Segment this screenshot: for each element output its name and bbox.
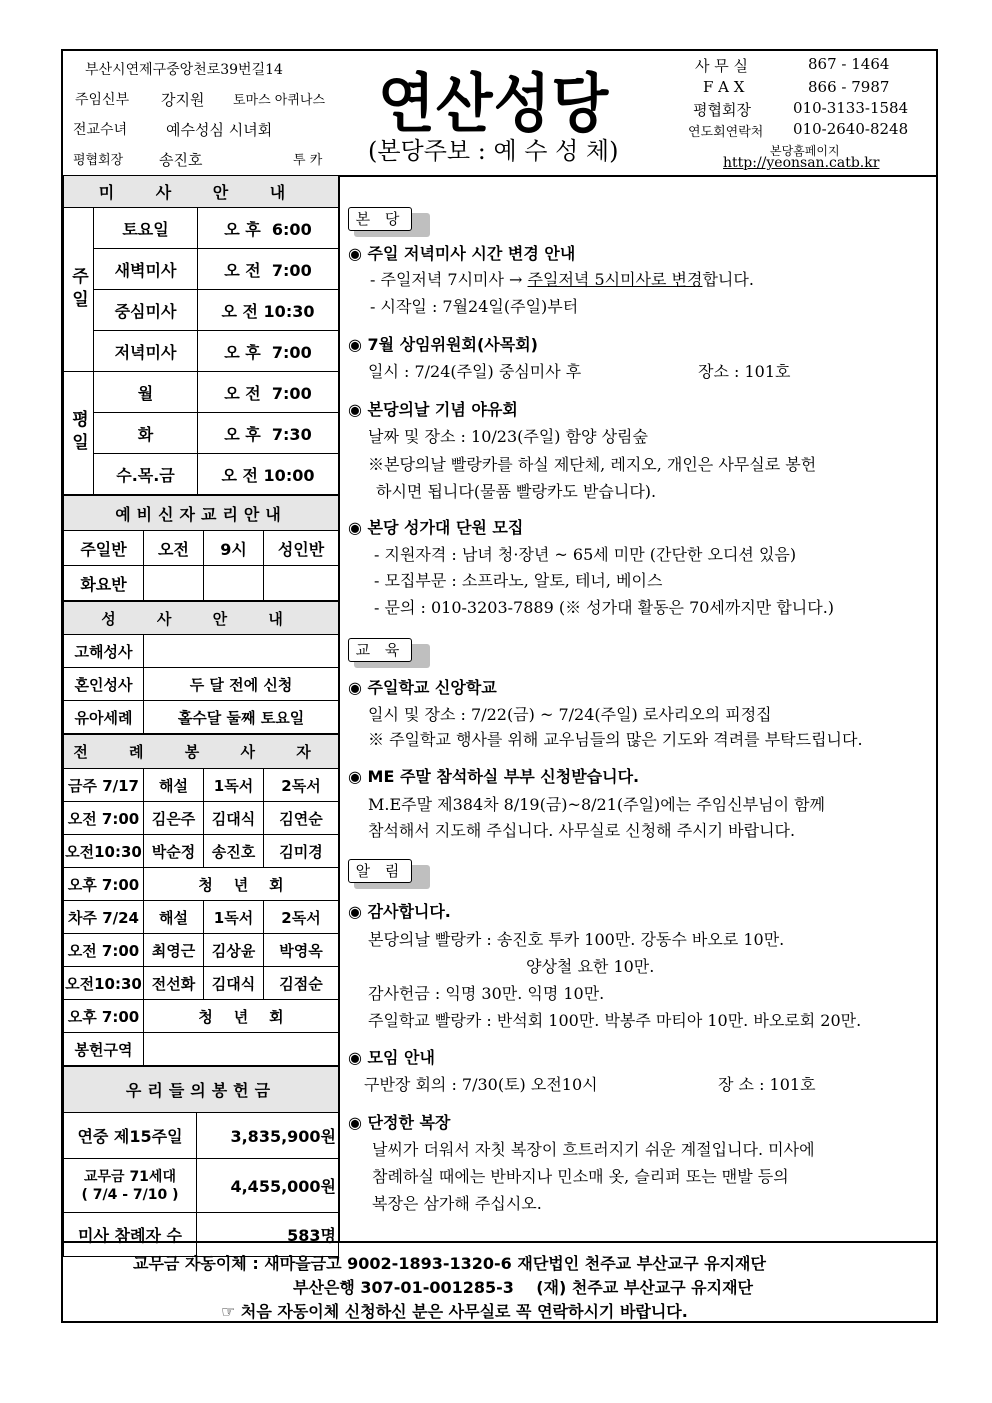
server-cell: 김대식 — [204, 967, 264, 1000]
server-cell — [144, 1033, 339, 1066]
notice-title: ◉ 단정한 복장 — [348, 1113, 451, 1132]
notice-line: 본당의날 빨랑카 : 송진호 투카 100만. 강동수 바오로 10만. — [368, 930, 785, 949]
contact-label-office: 사 무 실 — [695, 57, 749, 75]
catechism-cell — [144, 566, 204, 601]
offering-title: 우리들의봉헌금 — [64, 1067, 339, 1113]
notice-line: 날씨가 더워서 자칫 복장이 흐트러지기 쉬운 계절입니다. 미사에 — [372, 1140, 815, 1159]
server-cell: 청 년 회 — [144, 1000, 339, 1033]
notice-line: 감사헌금 : 익명 30만. 익명 10만. — [368, 984, 605, 1003]
offering-name-line1: 교무금 71세대 — [84, 1168, 176, 1185]
contact-label-funeral: 연도회연락처 — [688, 125, 764, 140]
notice-title: ◉ ME 주말 참석하실 부부 신청받습니다. — [348, 767, 640, 786]
news-column — [340, 175, 936, 1241]
server-cell: 전선화 — [144, 967, 204, 1000]
notice-line: 주일학교 빨랑카 : 반석회 100만. 박봉주 마티아 10만. 바오로회 20만. — [368, 1011, 862, 1030]
server-cell: 1독서 — [204, 769, 264, 802]
page-title: 연산성당 — [378, 68, 610, 142]
mass-name: 새벽미사 — [94, 249, 198, 290]
notice-line: 장 소 : 101호 — [718, 1075, 816, 1094]
notice-line: 하시면 됩니다(물품 빨랑카도 받습니다). — [376, 482, 657, 501]
notice-line: - 모집부문 : 소프라노, 알토, 테너, 베이스 — [374, 571, 663, 590]
catechism-cell — [264, 566, 339, 601]
notice-title: ◉ 감사합니다. — [348, 902, 451, 921]
pastor-name: 강지원 — [161, 91, 205, 109]
notice-line: 장소 : 101호 — [698, 362, 791, 381]
server-cell: 1독서 — [204, 901, 264, 934]
notice-title: ◉ 본당 성가대 단원 모집 — [348, 518, 524, 537]
notice-line — [370, 267, 754, 290]
notice-line: ※ 주일학교 행사를 위해 교우님들의 많은 기도와 격려를 부탁드립니다. — [368, 730, 863, 749]
notice-line: - 문의 : 010-3203-7889 (※ 성가대 활동은 70세까지만 합니다.) — [374, 598, 835, 617]
offering-name: 미사 참례자 수 — [64, 1213, 197, 1257]
notice-line: 참례하실 때에는 반바지나 민소매 옷, 슬리퍼 또는 맨발 등의 — [372, 1167, 789, 1186]
notice-line: 복장은 삼가해 주십시오. — [372, 1194, 542, 1213]
server-cell: 김은주 — [144, 802, 204, 835]
bulletin-page — [61, 49, 938, 1323]
servers-title: 전 례 봉 사 자 — [64, 735, 339, 769]
section-tab-notice: 알 림 — [348, 859, 412, 883]
weekday-label: 평일 — [64, 372, 94, 495]
mass-name: 중심미사 — [94, 290, 198, 331]
server-cell: 박영옥 — [264, 934, 339, 967]
mass-name: 수.목.금 — [94, 454, 198, 495]
pastor-saint: 토마스 아퀴나스 — [233, 93, 326, 108]
contact-value-council: 010-3133-1584 — [793, 99, 909, 117]
sacrament-value — [144, 635, 339, 668]
server-cell: 2독서 — [264, 769, 339, 802]
notice-line: 일시 및 장소 : 7/22(금) ~ 7/24(주일) 로사리오의 피정집 — [368, 705, 772, 724]
server-cell: 금주 7/17 — [64, 769, 144, 802]
server-cell: 김상윤 — [204, 934, 264, 967]
notice-line: 일시 : 7/24(주일) 중심미사 후 — [368, 362, 582, 381]
council-name: 송진호 — [159, 151, 203, 169]
notice-line: M.E주말 제384차 8/19(금)~8/21(주일)에는 주임신부님이 함께 — [368, 795, 826, 814]
section-tab-education: 교 육 — [348, 638, 412, 662]
server-cell: 오전 7:00 — [64, 934, 144, 967]
council-saint: 투 카 — [293, 153, 323, 168]
homepage-link[interactable]: http://yeonsan.catb.kr — [723, 155, 880, 171]
server-cell: 김미경 — [264, 835, 339, 868]
mass-name: 토요일 — [94, 208, 198, 249]
server-cell: 오전10:30 — [64, 967, 144, 1000]
server-cell: 오전 7:00 — [64, 802, 144, 835]
catechism-cell: 성인반 — [264, 531, 339, 566]
mass-time: 오 후 7:00 — [198, 331, 339, 372]
offering-name: 연중 제15주일 — [64, 1113, 197, 1159]
notice-title: ◉ 주일학교 신앙학교 — [348, 678, 497, 697]
server-cell: 봉헌구역 — [64, 1033, 144, 1066]
sacrament-value: 홀수달 둘째 토요일 — [144, 701, 339, 734]
catechism-table — [63, 495, 339, 601]
sacrament-value: 두 달 전에 신청 — [144, 668, 339, 701]
nun-role: 전교수녀 — [73, 122, 128, 138]
notice-line: 양상철 요한 10만. — [526, 957, 655, 976]
catechism-cell: 오전 — [144, 531, 204, 566]
mass-time: 오 전 10:30 — [198, 290, 339, 331]
server-cell: 송진호 — [204, 835, 264, 868]
notice-text: - 주일저녁 7시미사 → — [370, 270, 528, 289]
notice-title: ◉ 7월 상임위원회(사목회) — [348, 335, 538, 354]
catechism-cell: 9시 — [204, 531, 264, 566]
footer-bank-info — [63, 1241, 936, 1323]
contact-value-funeral: 010-2640-8248 — [793, 120, 909, 138]
server-cell: 박순정 — [144, 835, 204, 868]
notice-line: 날짜 및 장소 : 10/23(주일) 함양 상림숲 — [368, 427, 648, 446]
mass-name: 저녁미사 — [94, 331, 198, 372]
notice-line: ※본당의날 빨랑카를 하실 제단체, 레지오, 개인은 사무실로 봉헌 — [368, 455, 817, 474]
info-sidebar — [63, 175, 340, 1245]
sacrament-table — [63, 601, 339, 734]
pastor-role: 주임신부 — [75, 92, 130, 108]
offering-table — [63, 1066, 339, 1257]
footer-line: 부산은행 307-01-001285-3 (재) 천주교 부산교구 유지재단 — [293, 1278, 753, 1297]
section-tab-parish: 본 당 — [348, 207, 412, 231]
contact-value-fax: 866 - 7987 — [808, 78, 890, 96]
catechism-cell — [204, 566, 264, 601]
server-cell: 청 년 회 — [144, 868, 339, 901]
server-cell: 김점순 — [264, 967, 339, 1000]
notice-line: 구반장 회의 : 7/30(토) 오전10시 — [364, 1075, 598, 1094]
server-cell: 김대식 — [204, 802, 264, 835]
catechism-title: 예비신자교리안내 — [64, 496, 339, 531]
notice-text: 합니다. — [702, 270, 754, 289]
mass-schedule-table — [63, 175, 339, 495]
notice-line: - 시작일 : 7월24일(주일)부터 — [370, 297, 579, 316]
server-cell: 차주 7/24 — [64, 901, 144, 934]
server-cell: 오후 7:00 — [64, 868, 144, 901]
notice-line: - 지원자격 : 남녀 청·장년 ~ 65세 미만 (간단한 오디션 있음) — [374, 545, 797, 564]
server-cell: 해설 — [144, 769, 204, 802]
sacrament-name: 혼인성사 — [64, 668, 144, 701]
contact-label-fax: F A X — [703, 78, 745, 96]
page-subtitle: (본당주보 : 예 수 성 체) — [368, 137, 619, 165]
header — [63, 51, 936, 177]
mass-time: 오 전 7:00 — [198, 372, 339, 413]
footer-line: ☞ 처음 자동이체 신청하신 분은 사무실로 꼭 연락하시기 바랍니다. — [221, 1302, 688, 1321]
notice-title: ◉ 주일 저녁미사 시간 변경 안내 — [348, 244, 576, 263]
notice-text-underlined: 주일저녁 5시미사로 변경 — [527, 270, 703, 289]
mass-title: 미 사 안 내 — [64, 176, 339, 208]
catechism-cell: 주일반 — [64, 531, 144, 566]
offering-value: 3,835,900원 — [197, 1113, 339, 1159]
offering-value: 4,455,000원 — [197, 1159, 339, 1213]
nun-name: 예수성심 시녀회 — [166, 121, 273, 139]
homepage-label: 본당홈페이지 — [770, 144, 840, 158]
sunday-label: 주일 — [64, 208, 94, 372]
mass-time: 오 후 7:30 — [198, 413, 339, 454]
offering-name-line2: ( 7/4 - 7/10 ) — [81, 1186, 179, 1203]
offering-value: 583명 — [197, 1213, 339, 1257]
server-cell: 오후 7:00 — [64, 1000, 144, 1033]
server-cell: 오전10:30 — [64, 835, 144, 868]
liturgy-servers-table — [63, 734, 339, 1066]
contact-value-office: 867 - 1464 — [808, 55, 890, 73]
server-cell: 김연순 — [264, 802, 339, 835]
footer-line: 교무금 자동이체 : 새마을금고 9002-1893-1320-6 재단법인 천주교 부산교구 유지재단 — [133, 1254, 766, 1273]
council-role: 평협회장 — [73, 153, 124, 168]
server-cell: 해설 — [144, 901, 204, 934]
catechism-cell: 화요반 — [64, 566, 144, 601]
server-cell: 최영근 — [144, 934, 204, 967]
mass-name: 월 — [94, 372, 198, 413]
mass-name: 화 — [94, 413, 198, 454]
notice-title: ◉ 모임 안내 — [348, 1048, 435, 1067]
notice-title: ◉ 본당의날 기념 야유회 — [348, 400, 518, 419]
contact-label-council: 평협회장 — [693, 101, 751, 119]
sacrament-title: 성 사 안 내 — [64, 602, 339, 635]
mass-time: 오 전 10:00 — [198, 454, 339, 495]
server-cell: 2독서 — [264, 901, 339, 934]
sacrament-name: 고해성사 — [64, 635, 144, 668]
mass-time: 오 후 6:00 — [198, 208, 339, 249]
mass-time: 오 전 7:00 — [198, 249, 339, 290]
sacrament-name: 유아세례 — [64, 701, 144, 734]
parish-address: 부산시연제구중앙천로39번길14 — [85, 62, 283, 78]
notice-line: 참석해서 지도해 주십니다. 사무실로 신청해 주시기 바랍니다. — [368, 821, 796, 840]
offering-name — [64, 1159, 197, 1213]
